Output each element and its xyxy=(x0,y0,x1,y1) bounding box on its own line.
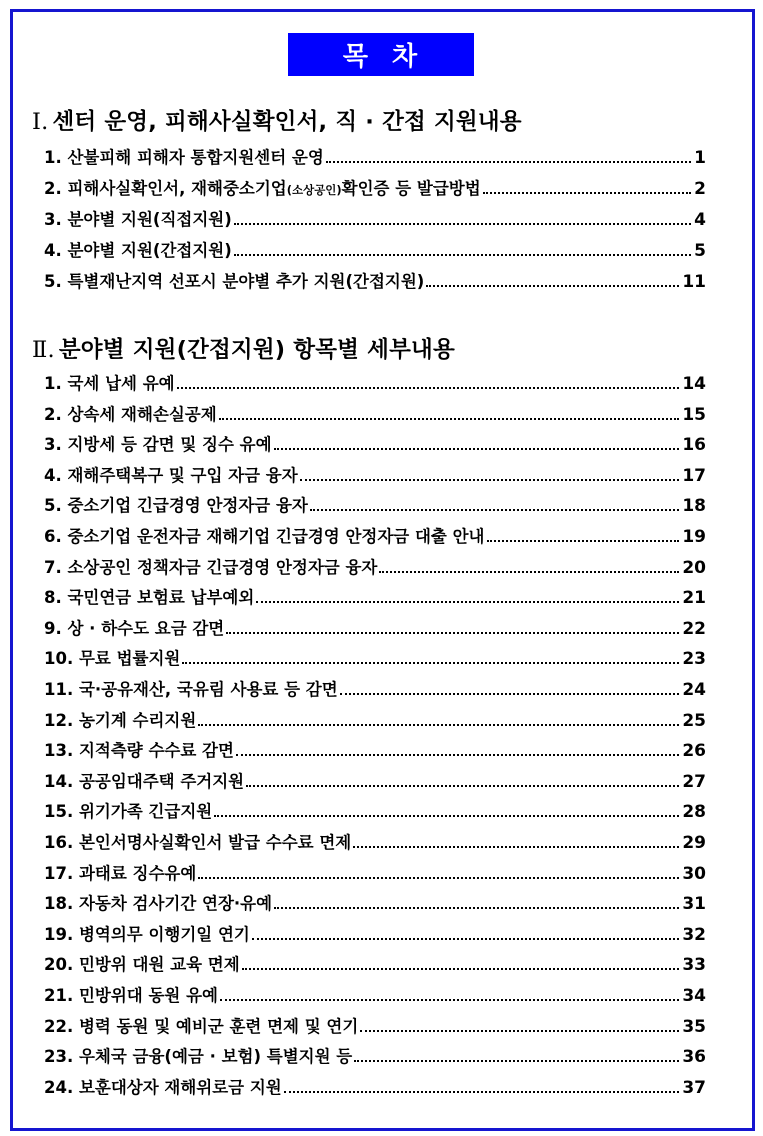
toc-entry-label: 24. 보훈대상자 재해위로금 지원 xyxy=(44,1077,282,1097)
toc-entry-label: 13. 지적측량 수수료 감면 xyxy=(44,741,234,761)
toc-entry-label xyxy=(44,175,481,199)
toc-entry[interactable] xyxy=(44,860,706,884)
toc-entry[interactable] xyxy=(44,768,706,792)
leader-dots xyxy=(198,877,679,879)
toc-entry-page: 28 xyxy=(682,802,706,823)
leader-dots xyxy=(219,418,680,420)
toc-entry-page: 1 xyxy=(694,148,706,168)
toc-entry[interactable] xyxy=(44,1013,706,1037)
toc-entry-page: 29 xyxy=(682,833,706,853)
toc-entry[interactable] xyxy=(44,798,706,822)
toc-entry-label: 6. 중소기업 운전자금 재해기업 긴급경영 안정자금 대출 안내 xyxy=(44,527,485,546)
section-1-title: 센터 운영, 피해사실확인서, 직 · 간접 지원내용 xyxy=(52,109,522,135)
toc-entry-label: 9. 상 · 하수도 요금 감면 xyxy=(44,618,225,638)
leader-dots xyxy=(310,509,679,511)
section-1-number: Ⅰ. xyxy=(32,109,49,135)
leader-dots xyxy=(379,571,679,573)
leader-dots xyxy=(340,693,680,695)
leader-dots xyxy=(246,785,679,787)
toc-entry-label-part: 확인증 등 발급방법 xyxy=(341,179,481,198)
leader-dots xyxy=(256,601,679,603)
toc-entry-page: 20 xyxy=(682,557,706,578)
toc-entry-label: 20. 민방위 대원 교육 면제 xyxy=(44,955,240,975)
toc-entry-page: 27 xyxy=(682,771,706,792)
toc-title-text: 목 차 xyxy=(342,42,420,72)
toc-entry-label: 11. 국·공유재산, 국유림 사용료 등 감면 xyxy=(44,680,338,699)
toc-entry-label: 1. 국세 납세 유예 xyxy=(44,374,175,393)
toc-entry-page: 11 xyxy=(682,272,706,292)
toc-entry-label: 12. 농기계 수리지원 xyxy=(44,710,197,730)
leader-dots xyxy=(220,999,679,1001)
toc-entry-page: 17 xyxy=(682,465,706,486)
leader-dots xyxy=(198,724,679,726)
toc-entry-page: 35 xyxy=(682,1016,706,1037)
toc-entry[interactable] xyxy=(44,737,706,761)
toc-entry-page: 21 xyxy=(682,588,706,609)
toc-entry-page: 31 xyxy=(682,894,706,915)
leader-dots xyxy=(483,192,691,194)
toc-entry-label: 3. 지방세 등 감면 및 징수 유예 xyxy=(44,435,272,455)
toc-entry[interactable] xyxy=(44,268,706,292)
leader-dots xyxy=(326,161,691,163)
toc-entry[interactable] xyxy=(44,554,706,578)
toc-entry[interactable] xyxy=(44,829,706,853)
toc-entry[interactable] xyxy=(44,982,706,1006)
leader-dots xyxy=(300,479,680,481)
toc-entry-page: 2 xyxy=(694,179,706,199)
toc-entry[interactable] xyxy=(44,615,706,639)
toc-entry-page: 22 xyxy=(682,618,706,639)
toc-entry[interactable] xyxy=(44,370,706,394)
toc-entry-page: 26 xyxy=(682,741,706,762)
toc-entry-label: 10. 무료 법률지원 xyxy=(44,649,181,669)
toc-entry-page: 33 xyxy=(682,955,706,976)
section-2-heading xyxy=(32,332,455,364)
leader-dots xyxy=(182,662,679,664)
leader-dots xyxy=(234,254,691,256)
toc-entry-page: 25 xyxy=(682,710,706,731)
toc-entry[interactable] xyxy=(44,707,706,731)
toc-entry-page: 30 xyxy=(682,863,706,884)
leader-dots xyxy=(214,815,679,817)
toc-entry-page: 16 xyxy=(682,435,706,456)
toc-entry-page: 4 xyxy=(694,210,706,230)
toc-entry-label: 8. 국민연금 보험료 납부예외 xyxy=(44,588,255,608)
leader-dots xyxy=(274,448,680,450)
toc-entry-label: 14. 공공임대주택 주거지원 xyxy=(44,771,245,791)
toc-entry-page: 15 xyxy=(682,404,706,425)
toc-entry-page: 34 xyxy=(682,986,706,1006)
toc-entry-page: 19 xyxy=(682,527,706,547)
toc-entry-label: 7. 소상공인 정책자금 긴급경영 안정자금 융자 xyxy=(44,557,378,577)
toc-entry-label: 2. 상속세 재해손실공제 xyxy=(44,404,217,424)
toc-entry-page: 14 xyxy=(682,374,706,394)
toc-entry-page: 36 xyxy=(682,1047,706,1068)
toc-entry-page: 37 xyxy=(682,1077,706,1098)
toc-entry[interactable] xyxy=(44,237,706,261)
leader-dots xyxy=(354,1060,679,1062)
toc-entry-page: 5 xyxy=(694,241,706,261)
leader-dots xyxy=(360,1030,679,1032)
toc-entry-label: 1. 산불피해 피해자 통합지원센터 운영 xyxy=(44,148,324,167)
toc-entry-label-part: 2. 피해사실확인서, 재해중소기업 xyxy=(44,179,287,198)
toc-entry[interactable] xyxy=(44,523,706,547)
toc-entry[interactable] xyxy=(44,462,706,486)
toc-entry-label: 21. 민방위대 동원 유예 xyxy=(44,986,218,1005)
toc-entry-label: 17. 과태료 징수유예 xyxy=(44,863,197,883)
toc-entry-label: 5. 중소기업 긴급경영 안정자금 융자 xyxy=(44,496,308,516)
leader-dots xyxy=(236,754,679,756)
leader-dots xyxy=(284,1091,680,1093)
toc-entry[interactable] xyxy=(44,676,706,700)
leader-dots xyxy=(226,632,679,634)
toc-entry[interactable] xyxy=(44,1043,706,1067)
toc-entry-page: 24 xyxy=(682,680,706,700)
toc-entry[interactable] xyxy=(44,1074,706,1098)
toc-entry[interactable] xyxy=(44,584,706,608)
leader-dots xyxy=(353,846,679,848)
toc-entry-label: 15. 위기가족 긴급지원 xyxy=(44,802,213,822)
leader-dots xyxy=(177,387,680,389)
toc-title xyxy=(288,33,474,76)
section-1-heading xyxy=(32,104,522,136)
toc-entry-label: 19. 병역의무 이행기일 연기 xyxy=(44,924,250,944)
toc-entry[interactable] xyxy=(44,921,706,945)
toc-entry[interactable] xyxy=(44,492,706,516)
toc-entry-label: 3. 분야별 지원(직접지원) xyxy=(44,210,232,229)
toc-entry[interactable] xyxy=(44,144,706,168)
leader-dots xyxy=(426,285,679,287)
toc-entry-label: 5. 특별재난지역 선포시 분야별 추가 지원(간접지원) xyxy=(44,272,425,291)
toc-entry-page: 32 xyxy=(682,924,706,945)
toc-entry-label: 16. 본인서명사실확인서 발급 수수료 면제 xyxy=(44,833,352,852)
toc-entry[interactable] xyxy=(44,431,706,455)
toc-entry-page: 18 xyxy=(682,496,706,517)
toc-entry[interactable] xyxy=(44,175,706,199)
toc-entry-label: 18. 자동차 검사기간 연장·유예 xyxy=(44,894,273,914)
toc-entry-label: 22. 병력 동원 및 예비군 훈련 면제 및 연기 xyxy=(44,1016,359,1036)
toc-entry-page: 23 xyxy=(682,649,706,670)
toc-entry-label: 4. 분야별 지원(간접지원) xyxy=(44,241,232,260)
section-2-title: 분야별 지원(간접지원) 항목별 세부내용 xyxy=(58,337,455,363)
leader-dots xyxy=(234,223,691,225)
toc-entry-label: 23. 우체국 금융(예금 · 보험) 특별지원 등 xyxy=(44,1047,353,1067)
toc-entry[interactable] xyxy=(44,951,706,975)
toc-entry[interactable] xyxy=(44,206,706,230)
leader-dots xyxy=(487,540,680,542)
toc-entry[interactable] xyxy=(44,890,706,914)
toc-entry-label: 4. 재해주택복구 및 구입 자금 융자 xyxy=(44,465,298,485)
toc-entry[interactable] xyxy=(44,645,706,669)
toc-entry[interactable] xyxy=(44,401,706,425)
toc-entry-label-small: (소상공인) xyxy=(286,183,342,197)
leader-dots xyxy=(252,938,679,940)
leader-dots xyxy=(274,907,679,909)
section-2-number: Ⅱ. xyxy=(32,337,55,363)
leader-dots xyxy=(242,968,680,970)
